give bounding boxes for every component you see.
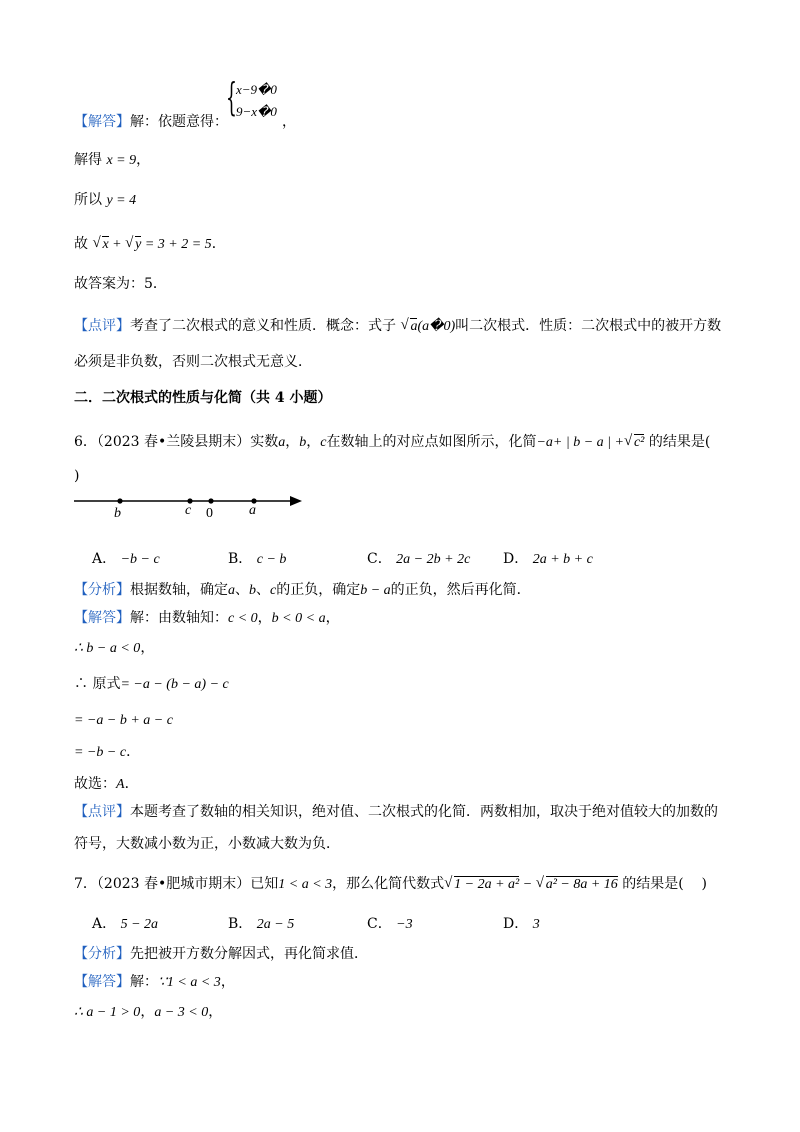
point-0 [208,498,213,503]
solution6-line-3: ∴ 原式= −a − (b − a) − c [74,676,229,692]
label-c: c [185,503,192,518]
question7-line: 7．（2023 春•肥城市期末）已知1 < a < 3，那么化简代数式√ 1 − 2a + a² − √ a² − 8a + 16 的结果是( ) [74,874,707,895]
label-0: 0 [206,506,213,521]
therefore-line: 故 √ x + √ y = 3 + 2 = 5． [74,234,226,255]
q7-option-d[interactable]: D． 3 [503,916,540,932]
q7-option-c[interactable]: C． −3 [367,916,413,932]
analysis6-line: 【分析】根据数轴，确定a、b、c的正负，确定b − a的正负，然后再化简． [74,582,531,598]
number-line-figure [70,490,310,522]
system-brace: { [226,75,237,119]
q7-option-b[interactable]: B． 2a − 5 [228,916,295,932]
question6-close-paren: ) [74,468,80,484]
solution6-line-1: 【解答】解：由数轴知：c < 0，b < 0 < a， [74,610,340,626]
comment-tag: 【点评】 [74,318,130,334]
comment5-line-2: 必须是非负数，否则二次根式无意义． [74,354,312,370]
q6-option-c[interactable]: C． 2a − 2b + 2c [367,551,471,567]
point-b [117,498,122,503]
solution6-line-4: = −a − b + a − c [74,713,173,728]
solution5-line: 【解答】解：依题意得： [74,114,228,130]
solution7-line-1: 【解答】解：∵1 < a < 3， [74,974,235,990]
solution7-line-2: ∴ a − 1 > 0，a − 3 < 0， [74,1004,223,1020]
q7-option-a[interactable]: A． 5 − 2a [92,916,159,932]
label-a: a [249,503,256,518]
label-b: b [114,506,121,521]
analysis-tag: 【分析】 [74,582,130,598]
solution-tag: 【解答】 [74,114,130,130]
comment6-line-1: 【点评】本题考查了数轴的相关知识，绝对值、二次根式的化简．两数相加，取决于绝对值较大的加数的 [74,804,718,820]
analysis7-line: 【分析】先把被开方数分解因式，再化简求值． [74,946,368,962]
comment5-line-1: 【点评】考查了二次根式的意义和性质．概念：式子 √ a(a�0)叫二次根式．性质：二次根式中的被开方数 [74,316,721,337]
number-line-arrow [290,496,302,506]
q6-option-d[interactable]: D． 2a + b + c [503,551,593,567]
q6-option-b[interactable]: B． c − b [228,551,287,567]
solution6-line-2: ∴ b − a < 0， [74,640,155,656]
comment6-line-2: 符号，大数减小数为正，小数减大数为负． [74,836,340,852]
system-row-2: 9−x�0 [236,104,277,119]
system-row-1: x−9�0 [236,82,277,97]
so-y-line: 所以 y = 4 [74,192,137,208]
q6-option-a[interactable]: A． −b − c [92,551,160,567]
answer5-line: 故答案为：5． [74,276,167,292]
solution6-line-5: = −b − c． [74,744,141,760]
question6-line: 6．（2023 春•兰陵县期末）实数a，b，c在数轴上的对应点如图所示，化简−a+ | b − a | +√ c² 的结果是( [74,432,710,453]
system-comma: ， [282,114,296,130]
solution6-choice: 故选：A． [74,776,139,792]
section-heading: 二．二次根式的性质与化简（共 4 小题） [74,390,332,406]
solve-x-line: 解得 x = 9， [74,152,151,168]
